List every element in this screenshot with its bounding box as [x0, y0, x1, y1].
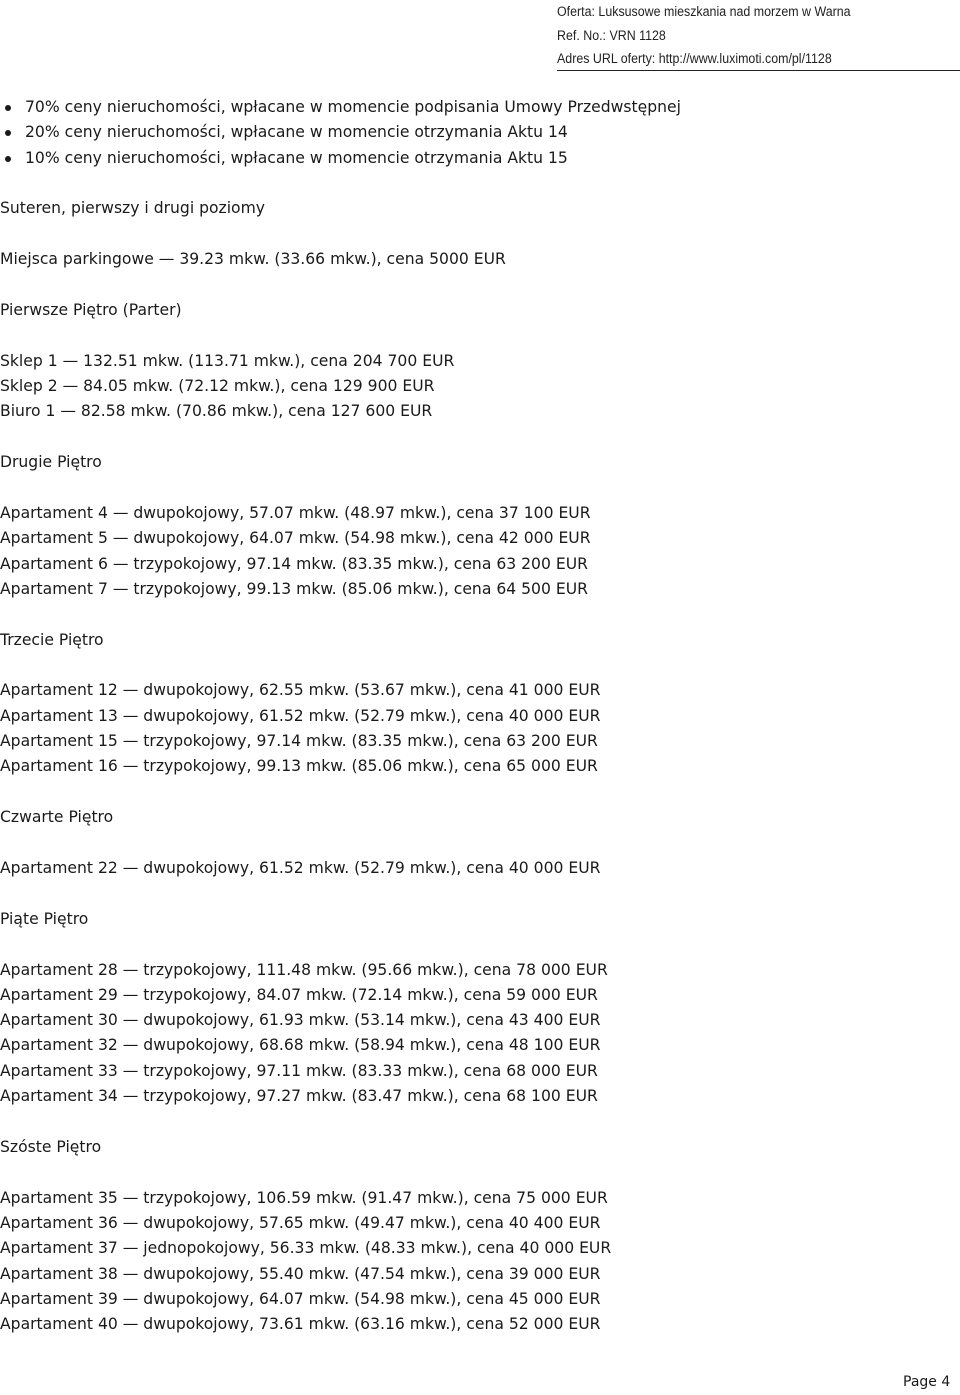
list-item: Apartament 16 — trzypokojowy, 99.13 mkw. (85.06 mkw.), cena 65 000 EUR	[0, 757, 598, 776]
list-item: Apartament 29 — trzypokojowy, 84.07 mkw. (72.14 mkw.), cena 59 000 EUR	[0, 985, 598, 1004]
page-number: Page 4	[903, 1374, 951, 1390]
list-item: Apartament 7 — trzypokojowy, 99.13 mkw. (85.06 mkw.), cena 64 500 EUR	[0, 579, 588, 598]
list-item: Apartament 39 — dwupokojowy, 64.07 mkw. (54.98 mkw.), cena 45 000 EUR	[0, 1289, 601, 1308]
listing-group	[0, 856, 945, 881]
list-item: Sklep 1 — 132.51 mkw. (113.71 mkw.), cena 204 700 EUR	[0, 351, 455, 370]
list-item: Apartament 30 — dwupokojowy, 61.93 mkw. (53.14 mkw.), cena 43 400 EUR	[0, 1011, 601, 1030]
list-item: Apartament 34 — trzypokojowy, 97.27 mkw. (83.47 mkw.), cena 68 100 EUR	[0, 1087, 598, 1106]
list-item: Apartament 6 — trzypokojowy, 97.14 mkw. (83.35 mkw.), cena 63 200 EUR	[0, 554, 588, 573]
page-header	[557, 0, 928, 71]
section-title: Czwarte Piętro	[0, 808, 114, 827]
list-item: Apartament 36 — dwupokojowy, 57.65 mkw. (49.47 mkw.), cena 40 400 EUR	[0, 1213, 601, 1232]
offer-url: Adres URL oferty: http://www.luximoti.com/pl/1128	[557, 51, 832, 66]
list-item: Apartament 22 — dwupokojowy, 61.52 mkw. (52.79 mkw.), cena 40 000 EUR	[0, 858, 601, 877]
listing-group	[0, 678, 945, 779]
list-item: Apartament 33 — trzypokojowy, 97.11 mkw. (83.33 mkw.), cena 68 000 EUR	[0, 1061, 598, 1080]
reference-number: Ref. No.: VRN 1128	[557, 27, 666, 43]
payment-term: 70% ceny nieruchomości, wpłacane w momencie podpisania Umowy Przedwstępnej	[0, 95, 945, 120]
section-title: Szóste Piętro	[0, 1137, 102, 1156]
section-title: Pierwsze Piętro (Parter)	[0, 300, 182, 319]
payment-term: 20% ceny nieruchomości, wpłacane w momencie otrzymania Aktu 14	[0, 120, 945, 145]
payment-term: 10% ceny nieruchomości, wpłacane w momencie otrzymania Aktu 15	[0, 146, 945, 171]
list-item: Apartament 38 — dwupokojowy, 55.40 mkw. (47.54 mkw.), cena 39 000 EUR	[0, 1264, 601, 1283]
list-item: Apartament 5 — dwupokojowy, 64.07 mkw. (54.98 mkw.), cena 42 000 EUR	[0, 529, 591, 548]
list-item: Sklep 2 — 84.05 mkw. (72.12 mkw.), cena 129 900 EUR	[0, 377, 435, 396]
list-item: Apartament 15 — trzypokojowy, 97.14 mkw. (83.35 mkw.), cena 63 200 EUR	[0, 732, 598, 751]
list-item: Apartament 13 — dwupokojowy, 61.52 mkw. (52.79 mkw.), cena 40 000 EUR	[0, 706, 601, 725]
list-item: Apartament 40 — dwupokojowy, 73.61 mkw. (63.16 mkw.), cena 52 000 EUR	[0, 1315, 601, 1334]
list-item: Apartament 37 — jednopokojowy, 56.33 mkw. (48.33 mkw.), cena 40 000 EUR	[0, 1239, 612, 1258]
payment-terms-list	[0, 95, 945, 171]
offer-title: Oferta: Luksusowe mieszkania nad morzem w Warna	[557, 4, 851, 19]
section-title: Trzecie Piętro	[0, 630, 104, 649]
parking-group	[0, 247, 945, 272]
listing-group	[0, 501, 945, 602]
listing-group	[0, 349, 945, 425]
list-item: Apartament 12 — dwupokojowy, 62.55 mkw. (53.67 mkw.), cena 41 000 EUR	[0, 681, 601, 700]
listing-group	[0, 1186, 945, 1338]
list-item: Apartament 35 — trzypokojowy, 106.59 mkw. (91.47 mkw.), cena 75 000 EUR	[0, 1188, 608, 1207]
list-item: Miejsca parkingowe — 39.23 mkw. (33.66 mkw.), cena 5000 EUR	[0, 250, 506, 269]
header-divider	[557, 70, 960, 71]
listing-group	[0, 958, 945, 1110]
list-item: Apartament 4 — dwupokojowy, 57.07 mkw. (48.97 mkw.), cena 37 100 EUR	[0, 503, 591, 522]
section-title: Piąte Piętro	[0, 909, 89, 928]
section-title: Drugie Piętro	[0, 453, 102, 472]
document-body	[0, 95, 945, 1337]
list-item: Biuro 1 — 82.58 mkw. (70.86 mkw.), cena 127 600 EUR	[0, 402, 433, 421]
section-title: Suteren, pierwszy i drugi poziomy	[0, 199, 266, 218]
list-item: Apartament 28 — trzypokojowy, 111.48 mkw. (95.66 mkw.), cena 78 000 EUR	[0, 960, 608, 979]
list-item: Apartament 32 — dwupokojowy, 68.68 mkw. (58.94 mkw.), cena 48 100 EUR	[0, 1036, 601, 1055]
